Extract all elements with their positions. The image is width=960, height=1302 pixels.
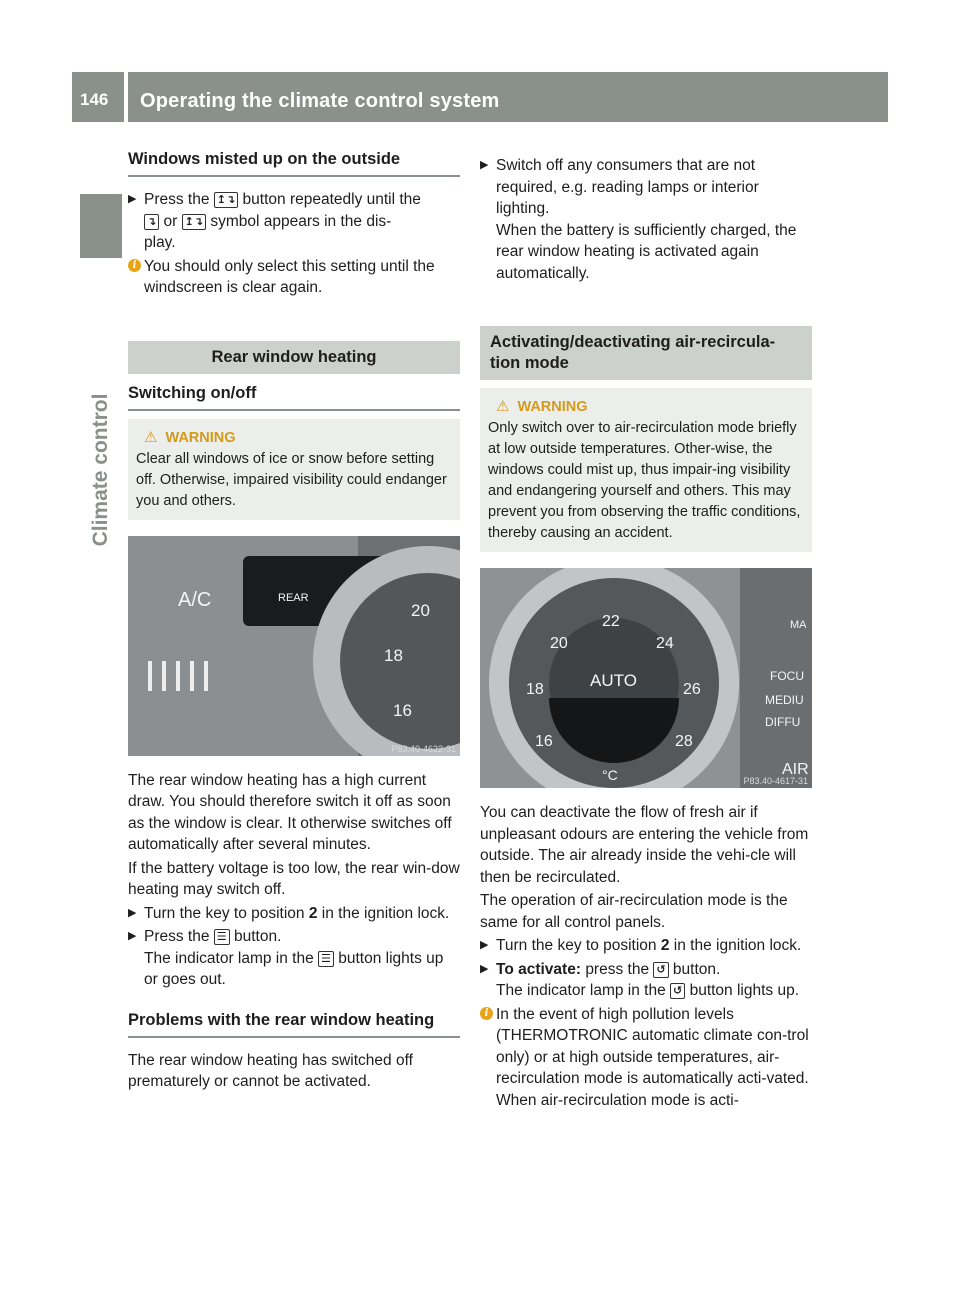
header-divider — [124, 72, 128, 122]
auto-label: AUTO — [590, 671, 637, 690]
figure-code: P83.40-4622-31 — [391, 743, 456, 754]
recirculation-panel-illustration — [480, 568, 812, 788]
right-column — [480, 150, 812, 1111]
warning-triangle-icon: ⚠ — [496, 398, 510, 415]
left-column — [128, 150, 460, 1093]
step-arrow-icon: ▶ — [128, 906, 137, 919]
fan-bar — [148, 661, 152, 691]
info-icon: i — [480, 1007, 493, 1020]
paragraph-battery-low: If the battery voltage is too low, the rear win-dow heating may switch off. — [128, 859, 460, 898]
diffuse-label: DIFFU — [765, 715, 801, 729]
warning-box — [480, 388, 812, 552]
info-note: i You should only select this setting until the windscreen is clear again. — [128, 256, 460, 299]
paragraph-deactivate-fresh-air: You can deactivate the flow of fresh air if unpleasant odours are entering the vehicle from outside. The air already inside the vehi-cle will then be recirculated. — [480, 804, 809, 886]
step-arrow-icon: ▶ — [128, 930, 137, 942]
fan-bar — [204, 661, 208, 691]
section-tab-block — [80, 194, 122, 258]
page-title: Operating the climate control system — [140, 90, 500, 112]
heading-rear-window-heating: Rear window heating — [128, 341, 460, 374]
paragraph-control-panels: The operation of air-recirculation mode is the same for all control panels. — [480, 892, 788, 931]
step-arrow-icon: ▶ — [128, 193, 137, 205]
rear-label: REAR — [278, 591, 309, 604]
airflow-button-icon: ↥↴ — [214, 192, 238, 208]
warning-box — [128, 419, 460, 520]
temp-18-label: 18 — [526, 681, 544, 698]
airflow-windscreen-icon: ↥↴ — [182, 214, 206, 230]
fan-bar — [190, 661, 194, 691]
section-tab-label: Climate control — [89, 393, 112, 547]
fan-bar — [162, 661, 166, 691]
paragraph-high-current: The rear window heating has a high current draw. You should therefore switch it off as soon as the window is clear. It otherwise switches off automatically after several minutes. — [128, 771, 452, 853]
page-number: 146 — [80, 90, 109, 109]
heading-windows-misted: Windows misted up on the outside — [128, 150, 460, 177]
recirculation-car-icon: ↺ — [670, 983, 685, 999]
step-switch-off-consumers: ▶ Switch off any consumers that are not required, e.g. reading lamps or interior lighting. When the battery is sufficiently charged, the rear window heating is activated again automatically. — [480, 157, 797, 282]
info-icon: i — [128, 259, 141, 272]
warning-header: ⚠ WARNING — [144, 428, 236, 446]
ac-label: A/C — [178, 588, 212, 611]
temp-16-label: 16 — [535, 733, 553, 750]
max-label: MA — [790, 619, 807, 631]
temp-26-label: 26 — [683, 681, 701, 698]
step-turn-key: ▶ Turn the key to position 2 in the ignition lock. — [128, 903, 460, 925]
step-turn-key: ▶ Turn the key to position 2 in the ignition lock. — [480, 935, 812, 957]
recirculation-car-icon: ↺ — [653, 962, 668, 978]
figure-code: P83.40-4617-31 — [743, 776, 808, 786]
air-label: AIR — [782, 761, 809, 778]
step-arrow-icon: ▶ — [480, 962, 489, 975]
focus-label: FOCU — [770, 669, 804, 683]
step-activate-recirculation: ▶ To activate: press the ↺ button. The indicator lamp in the ↺ button lights up. — [480, 960, 800, 999]
heading-switching: Switching on/off — [128, 384, 460, 411]
temp-24-label: 24 — [656, 635, 674, 652]
heading-air-recirculation: Activating/deactivating air-recircula-tion mode — [480, 326, 812, 380]
rear-window-heating-icon: ☰ — [318, 951, 334, 967]
temp-20-label: 20 — [411, 600, 430, 620]
temp-20-label: 20 — [550, 635, 568, 652]
step-press-button: ▶ Press the ↥↴ button repeatedly until the ↴ or ↥↴ symbol appears in the dis- play. — [128, 191, 421, 251]
temp-18-label: 18 — [384, 645, 403, 665]
step-arrow-icon: ▶ — [480, 159, 489, 171]
recirculation-panel-figure — [480, 568, 812, 788]
celsius-label: °C — [602, 767, 618, 783]
temp-22-label: 22 — [602, 613, 620, 630]
paragraph-problems: The rear window heating has switched off prematurely or cannot be activated. — [128, 1051, 413, 1090]
warning-triangle-icon: ⚠ — [144, 428, 158, 446]
medium-label: MEDIU — [765, 693, 804, 707]
step-press-rear-button: ▶ Press the ☰ button. The indicator lamp in the ☰ button lights up or goes out. — [128, 928, 444, 988]
rear-heating-panel-illustration — [128, 536, 460, 756]
airflow-footwell-icon: ↴ — [144, 214, 159, 230]
heading-problems: Problems with the rear window heating — [128, 1011, 460, 1038]
temp-16-label: 16 — [393, 700, 412, 720]
temp-28-label: 28 — [675, 733, 693, 750]
step-arrow-icon: ▶ — [480, 939, 489, 951]
rear-heating-panel-figure — [128, 536, 460, 756]
rear-window-heating-icon: ☰ — [214, 929, 230, 945]
info-note: i In the event of high pollution levels (THERMOTRONIC automatic climate con-trol only) or at high outside temperatures, air-recirculation mode is automatically acti-vated. When air-recirculation mode is acti- — [480, 1004, 812, 1112]
warning-text: Clear all windows of ice or snow before setting off. Otherwise, impaired visibility could endanger you and others. — [136, 450, 447, 509]
warning-header: ⚠ WARNING — [496, 398, 588, 415]
warning-text: Only switch over to air-recirculation mode briefly at low outside temperatures. Other-wise, the windows could mist up, thus impair-ing visibility and endangering yourself and others. This may prevent you from observing the traffic conditions, thereby causing an accident. — [488, 420, 801, 541]
fan-bar — [176, 661, 180, 691]
